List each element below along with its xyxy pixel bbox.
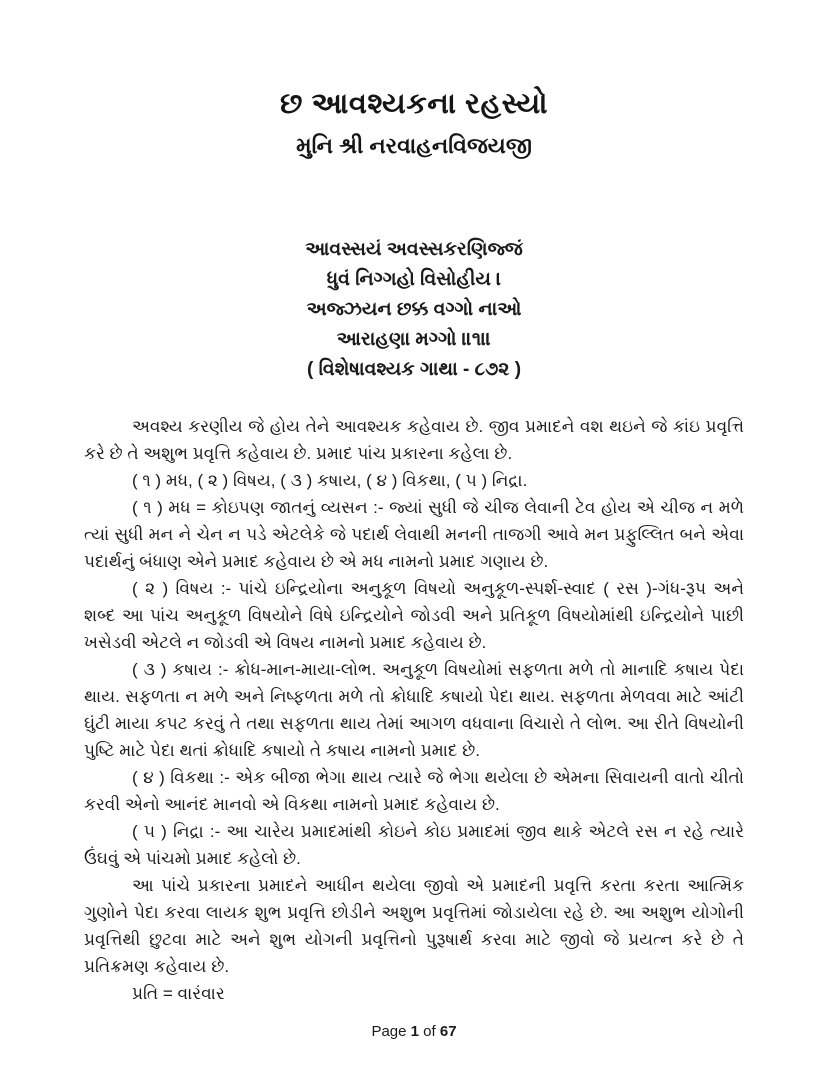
footer-total-pages: 67 (439, 1023, 457, 1040)
verse-citation: ( વિશેષાવશ્યક ગાથા - ૮૭૨ ) (306, 359, 522, 380)
footer-page-word: Page (371, 1023, 407, 1040)
body-paragraph-definition: પ્રતિ = વારંવાર (132, 984, 225, 1003)
document-author: મુનિ શ્રી નરવાહનવિજયજી (296, 133, 532, 158)
body-paragraph: અવશ્ય કરણીય જે હોય તેને આવશ્યક કહેવાય છે. જીવ પ્રમાદને વશ થઇને જે કાંઇ પ્રવૃત્તિ કરે છે તે અશુભ પ્રવૃત્તિ કહેવાય છે. પ્રમાદ પાંચ પ્રકારના કહેલા છે. (84, 417, 744, 463)
verse-block (84, 235, 744, 385)
body-paragraph: ( ૪ ) વિકથા :- એક બીજા ભેગા થાય ત્યારે જે ભેગા થયેલા છે એમના સિવાયની વાતો ચીતો કરવી એનો આનંદ માનવો એ વિકથા નામનો પ્રમાદ કહેવાય છે. (84, 768, 744, 814)
verse-line: ધુવં નિગ્ગહો વિસોહીય । (326, 269, 502, 290)
document-title: છ આવશ્યકના રહસ્યો (279, 88, 548, 120)
body-paragraph: ( ૨ ) વિષય :- પાંચે ઇન્દ્રિયોના અનુકૂળ વિષયો અનુકૂળ-સ્પર્શ-સ્વાદ ( રસ )-ગંધ-રૂપ અને શબ્દ આ પાંચ અનુકૂળ વિષયોને વિષે ઇન્દ્રિયોને જોડવી અને પ્રતિકૂળ વિષયોમાંથી ઇન્દ્રિયોને પાછી ખસેડવી એટલે ન જોડવી એ વિષય નામનો પ્રમાદ કહેવાય છે. (84, 579, 744, 652)
body-paragraph: ( ૩ ) કષાય :- ક્રોધ-માન-માયા-લોભ. અનુકૂળ વિષયોમાં સફળતા મળે તો માનાદિ કષાય પેદા થાય. સફળતા ન મળે અને નિષ્ફળતા મળે તો ક્રોધાદિ કષાયો પેદા થાય. સફળતા મેળવવા માટે આંટી ઘુંટી માયા કપટ કરવું તે તથા સફળતા થાય તેમાં આગળ વધવાના વિચારો તે લોભ. આ રીતે વિષયોની પુષ્ટિ માટે પેદા થતાં ક્રોધાદિ કષાયો તે કષાય નામનો પ્રમાદ છે. (84, 660, 744, 760)
body-paragraph-list: ( ૧ ) મધ, ( ૨ ) વિષય, ( ૩ ) કષાય, ( ૪ ) વિકથા, ( ૫ ) નિદ્રા. (132, 471, 528, 490)
page-number-indicator (84, 1023, 744, 1040)
footer-page-number: 1 (410, 1023, 419, 1040)
verse-line: અજ્ઝયન છક્ક વગ્ગો નાઓ (306, 299, 522, 320)
footer-of-word: of (423, 1023, 436, 1040)
verse-line: આવસ્સયં અવસ્સકરણિજ્જં (305, 239, 523, 260)
body-paragraph: ( ૫ ) નિદ્રા :- આ ચારેય પ્રમાદમાંથી કોઇને કોઇ પ્રમાદમાં જીવ થાકે એટલે રસ ન રહે ત્યારે ઉંઘવું એ પાંચમો પ્રમાદ કહેલો છે. (84, 822, 744, 868)
body-paragraph: ( ૧ ) મધ = કોઇપણ જાતનું વ્યસન :- જ્યાં સુધી જે ચીજ લેવાની ટેવ હોય એ ચીજ ન મળે ત્યાં સુધી મન ને ચેન ન પડે એટલેકે જે પદાર્થ લેવાથી મનની તાજગી આવે મન પ્રફુલ્લિત બને એવા પદાર્થનું બંધાણ એને પ્રમાદ કહેવાય છે એ મધ નામનો પ્રમાદ ગણાય છે. (84, 498, 744, 571)
verse-line: આરાહણા મગ્ગો ॥૧॥ (336, 329, 492, 350)
body-paragraph: આ પાંચે પ્રકારના પ્રમાદને આધીન થયેલા જીવો એ પ્રમાદની પ્રવૃત્તિ કરતા કરતા આત્મિક ગુણોને પેદા કરવા લાયક શુભ પ્રવૃત્તિ છોડીને અશુભ પ્રવૃત્તિમાં જોડાયેલા રહે છે. આ અશુભ યોગોની પ્રવૃત્તિથી છુટવા માટે અને શુભ યોગની પ્રવૃત્તિનો પુરૂષાર્થ કરવા માટે જીવો જે પ્રયત્ન કરે છે તે પ્રતિક્રમણ કહેવાય છે. (84, 876, 744, 976)
document-body (84, 413, 744, 1007)
